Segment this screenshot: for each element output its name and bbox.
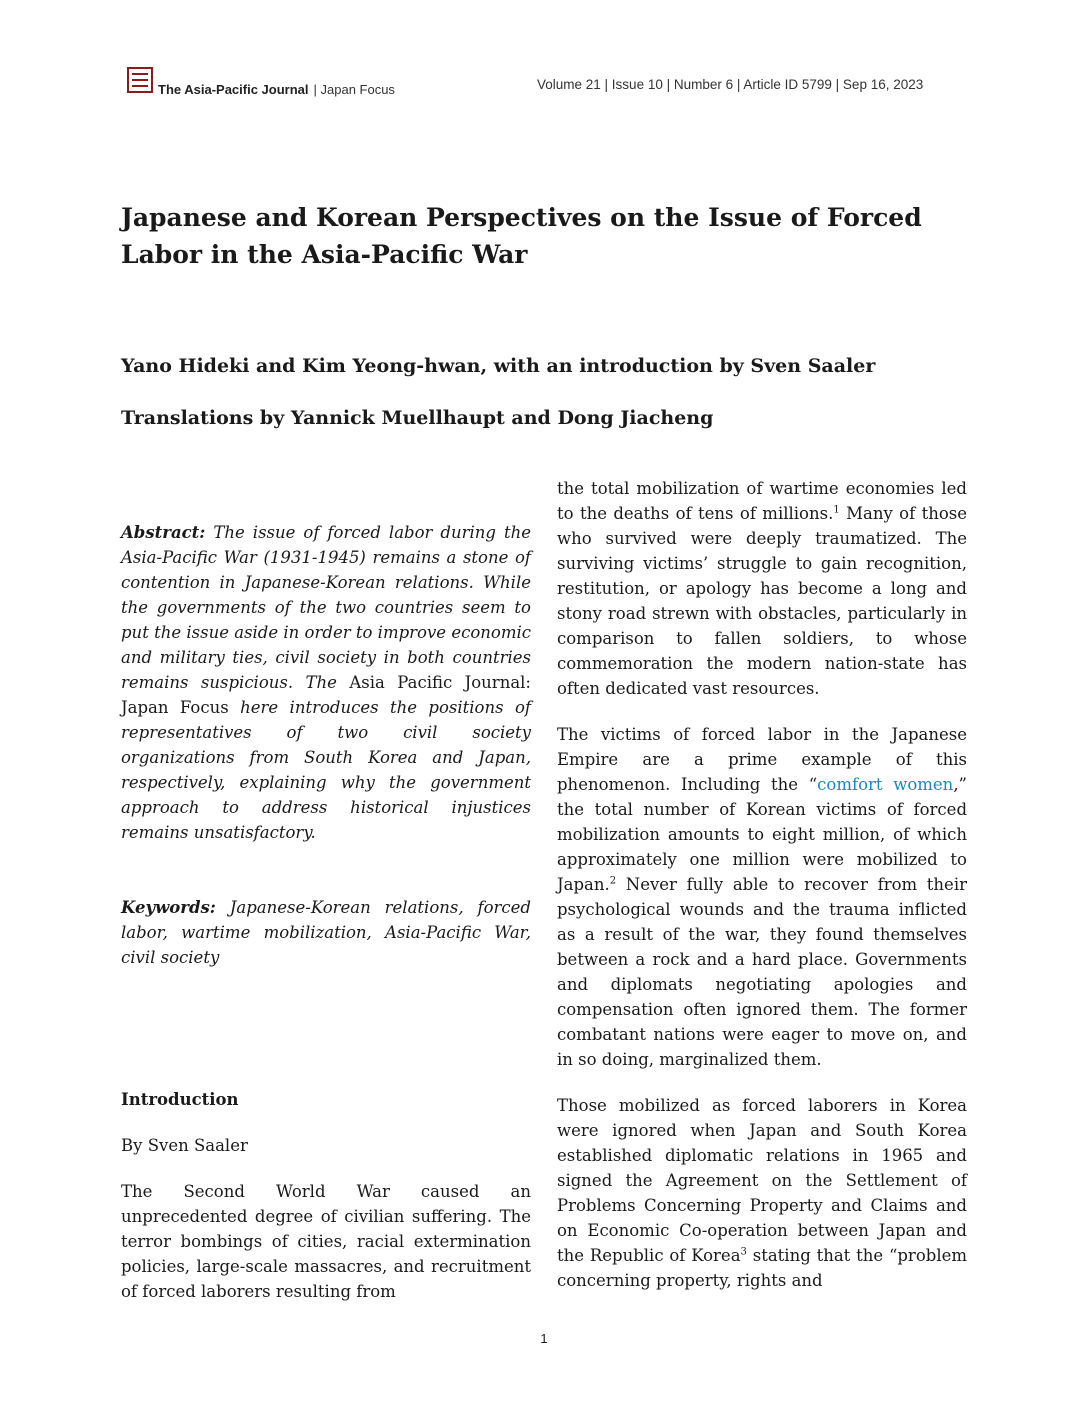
abstract-text: The issue of forced labor during the Asia-Pacific War (1931-1945) remains a stone of contention in Japanese-Korean relations. While the governments of the two countries seem to put the issue aside in order to improve economic and military ties, civil society in both countries remains suspicious. The xyxy=(121,523,531,692)
right-column xyxy=(557,476,967,1293)
article-title: Japanese and Korean Perspectives on the Issue of Forced Labor in the Asia-Pacific War xyxy=(121,203,922,269)
abstract-text-continued: here introduces the positions of representatives of two civil society organizations from South Korea and Japan, respectively, explaining why the government approach to address historical injustices remains unsatisfactory. xyxy=(121,698,531,842)
comfort-women-link[interactable]: comfort women xyxy=(817,775,954,794)
journal-subtitle: | Japan Focus xyxy=(313,82,395,97)
abstract-journal-title: Asia Pacific Journal: Japan Focus xyxy=(121,673,531,717)
abstract xyxy=(121,520,531,845)
paragraph-3-text-rest: stating that the “problem concerning property, rights and xyxy=(557,1246,968,1290)
paragraph-1-continued xyxy=(557,476,967,701)
keywords-text: Japanese-Korean relations, forced labor, wartime mobilization, Asia-Pacific War, civil society xyxy=(121,898,531,967)
paragraph-1-text: the total mobilization of wartime economies led to the deaths of tens of millions. xyxy=(557,479,967,523)
footnote-ref-1[interactable]: 1 xyxy=(833,504,840,516)
journal-logo-icon xyxy=(127,67,153,93)
paragraph-2 xyxy=(557,722,967,1072)
left-column xyxy=(121,520,531,1304)
abstract-label: Abstract: xyxy=(121,523,206,542)
paragraph-3-text: Those mobilized as forced laborers in Korea were ignored when Japan and South Korea established diplomatic relations in 1965 and signed the Agreement on the Settlement of Problems Concerning Property and Claims and on Economic Co-operation between Japan and the Republic of Korea xyxy=(557,1096,967,1265)
paragraph-2-text: The victims of forced labor in the Japanese Empire are a prime example of this phenomenon. Including the “ xyxy=(557,725,967,794)
paragraph-2-text-mid: ,” the total number of Korean victims of forced mobilization amounts to eight million, of which approximately one million were mobilized to Japan. xyxy=(557,775,967,894)
footnote-ref-2[interactable]: 2 xyxy=(609,875,617,887)
article-translators: Translations by Yannick Muellhaupt and Dong Jiacheng xyxy=(121,407,714,429)
paragraph-3 xyxy=(557,1093,967,1293)
paragraph-1-text-rest: Many of those who survived were deeply traumatized. The surviving victims’ struggle to gain recognition, restitution, or apology has become a long and stony road strewn with obstacles, particularly in comparison to fallen soldiers, to whose commemoration the modern nation-state has often dedicated vast resources. xyxy=(557,504,967,698)
article-authors: Yano Hideki and Kim Yeong-hwan, with an introduction by Sven Saaler xyxy=(121,355,876,377)
journal-logo[interactable] xyxy=(127,67,395,97)
footnote-ref-3[interactable]: 3 xyxy=(740,1246,747,1258)
paragraph-2-text-rest: Never fully able to recover from their psychological wounds and the trauma inflicted as a result of the war, they found themselves between a rock and a hard place. Governments and diplomats negotiating apologies and compensation often ignored them. The former combatant nations were eager to move on, and in so doing, marginalized them. xyxy=(557,875,967,1069)
journal-name: The Asia-Pacific Journal xyxy=(158,82,309,97)
introduction-byline: By Sven Saaler xyxy=(121,1136,248,1155)
keywords xyxy=(121,895,531,970)
section-heading-introduction: Introduction xyxy=(121,1090,239,1109)
keywords-label: Keywords: xyxy=(121,898,216,917)
article-meta: Volume 21 | Issue 10 | Number 6 | Article ID 5799 | Sep 16, 2023 xyxy=(537,77,924,92)
paragraph-1: The Second World War caused an unprecedented degree of civilian suffering. The terror bombings of cities, racial extermination policies, large-scale massacres, and recruitment of forced laborers resulting from xyxy=(121,1182,531,1301)
page-number: 1 xyxy=(540,1331,548,1346)
